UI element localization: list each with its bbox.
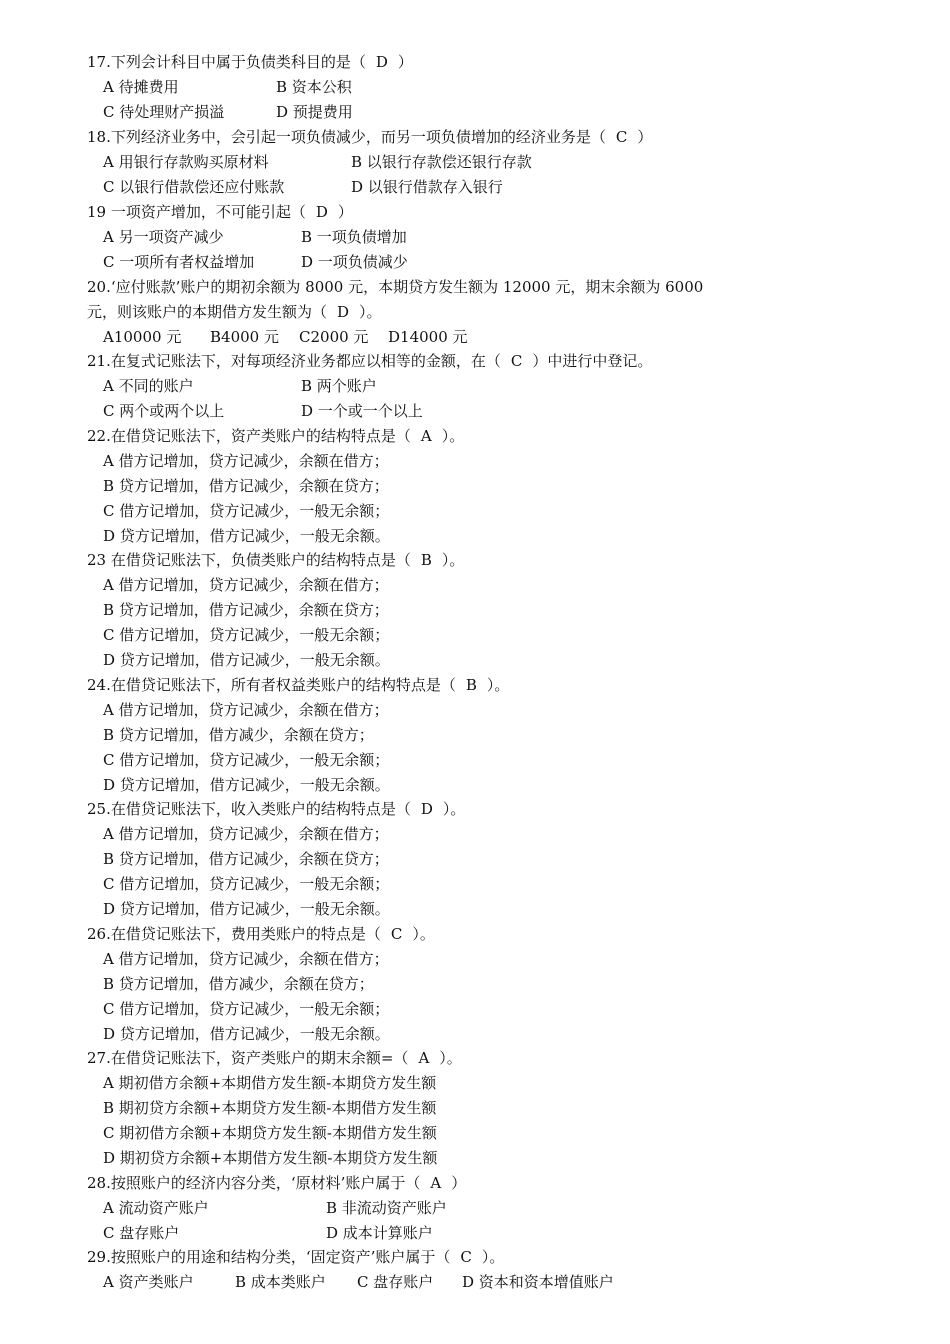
question-21 — [87, 349, 652, 374]
option-b: B 贷方记增加，借方记减少，余额在贷方； — [103, 850, 389, 868]
option-d: D 期初贷方余额+本期借方发生额-本期贷方发生额 — [103, 1149, 438, 1167]
question-text-end: ）。 — [359, 303, 382, 321]
question-number: 25. — [87, 800, 111, 818]
question-text: 在借贷记账法下，所有者权益类账户的结构特点是（ — [110, 676, 456, 694]
option-d: D 预提费用 — [276, 103, 353, 121]
option-b: B 资本公积 — [276, 78, 352, 96]
question-text: 按照账户的用途和结构分类，‘固定资产’账户属于（ — [110, 1248, 451, 1266]
question-text-end: ）。 — [486, 676, 510, 694]
answer: C — [460, 1248, 472, 1266]
option-d: D 贷方记增加，借方记减少，一般无余额。 — [103, 527, 390, 545]
question-text-end: ） — [397, 53, 413, 71]
question-text: 在借贷记账法下，资产类账户的期末余额=（ — [110, 1049, 409, 1067]
option-b: B 以银行存款偿还银行存款 — [351, 153, 532, 171]
option-d: D 一项负债减少 — [301, 253, 408, 271]
option-b: B 期初贷方余额+本期贷方发生额-本期借方发生额 — [103, 1099, 437, 1117]
option-b: B 成本类账户 — [235, 1273, 326, 1291]
question-20-continued — [87, 300, 382, 325]
option-a: A 期初借方余额+本期借方发生额-本期贷方发生额 — [103, 1074, 437, 1092]
answer: D — [337, 303, 350, 321]
option-b: B 一项负债增加 — [301, 228, 407, 246]
option-c: C 盘存账户 — [103, 1224, 180, 1242]
option-d: D 资本和资本增值账户 — [462, 1273, 614, 1291]
answer: D — [315, 203, 328, 221]
answer: B — [465, 676, 477, 694]
option-c: C 待处理财产损溢 — [103, 103, 225, 121]
question-text: 下列经济业务中，会引起一项负债减少，而另一项负债增加的经济业务是（ — [110, 128, 606, 146]
question-text: 按照账户的经济内容分类，‘原材料’账户属于（ — [110, 1174, 421, 1192]
option-a: A 借方记增加，贷方记减少，余额在借方； — [103, 825, 389, 843]
option-d: D14000 元 — [388, 328, 468, 346]
answer: C — [390, 925, 403, 943]
answer: C — [510, 352, 523, 370]
option-c: C 期初借方余额+本期贷方发生额-本期借方发生额 — [103, 1124, 437, 1142]
question-23 — [87, 548, 464, 573]
option-a: A 借方记增加，贷方记减少，余额在借方； — [103, 576, 389, 594]
question-number: 18. — [87, 128, 111, 146]
option-c: C 借方记增加，贷方记减少，一般无余额； — [103, 502, 390, 520]
option-b: B 贷方记增加，借方减少，余额在贷方； — [103, 726, 374, 744]
option-c: C 两个或两个以上 — [103, 402, 225, 420]
question-text-end: ）。 — [442, 800, 466, 818]
option-c: C 借方记增加，贷方记减少，一般无余额； — [103, 751, 390, 769]
option-b: B4000 元 — [210, 328, 279, 346]
question-text: 一项资产增加，不可能引起（ — [106, 203, 306, 221]
option-d: D 成本计算账户 — [326, 1224, 433, 1242]
option-a: A 待摊费用 — [103, 78, 179, 96]
question-number: 27. — [87, 1049, 111, 1067]
option-a: A 另一项资产减少 — [103, 228, 224, 246]
option-d: D 贷方记增加，借方记减少，一般无余额。 — [103, 776, 390, 794]
option-c: C 盘存账户 — [357, 1273, 434, 1291]
answer: C — [615, 128, 628, 146]
question-text: 下列会计科目中属于负债类科目的是（ — [110, 53, 366, 71]
question-text-end: ） — [451, 1174, 467, 1192]
answer: D — [375, 53, 388, 71]
question-number: 29. — [87, 1248, 111, 1266]
question-number: 23 — [87, 551, 107, 569]
question-text: 在借贷记账法下，收入类账户的结构特点是（ — [110, 800, 411, 818]
option-c: C 借方记增加，贷方记减少，一般无余额； — [103, 626, 390, 644]
question-text-end: ） — [337, 203, 353, 221]
option-d: D 贷方记增加，借方记减少，一般无余额。 — [103, 651, 390, 669]
option-d: D 以银行借款存入银行 — [351, 178, 503, 196]
answer: D — [420, 800, 433, 818]
question-27 — [87, 1046, 462, 1071]
option-c: C 一项所有者权益增加 — [103, 253, 255, 271]
question-number: 24. — [87, 676, 111, 694]
option-a: A10000 元 — [103, 328, 182, 346]
option-a: A 资产类账户 — [103, 1273, 194, 1291]
option-b: B 贷方记增加，借方减少，余额在贷方； — [103, 975, 374, 993]
question-text: 元，则该账户的本期借方发生额为（ — [87, 303, 328, 321]
option-a: A 用银行存款购买原材料 — [103, 153, 269, 171]
option-a: A 借方记增加，贷方记减少，余额在借方； — [103, 452, 389, 470]
question-text-end: ）。 — [439, 1049, 462, 1067]
option-c: C 以银行借款偿还应付账款 — [103, 178, 285, 196]
option-c: C 借方记增加，贷方记减少，一般无余额； — [103, 875, 390, 893]
option-a: A 不同的账户 — [103, 377, 194, 395]
question-text-end: ）。 — [441, 551, 465, 569]
question-text: 在借贷记账法下，负债类账户的结构特点是（ — [106, 551, 411, 569]
option-b: B 两个账户 — [301, 377, 377, 395]
question-number: 26. — [87, 925, 111, 943]
question-number: 22. — [87, 427, 111, 445]
option-a: A 借方记增加，贷方记减少，余额在借方； — [103, 701, 389, 719]
answer: A — [430, 1174, 442, 1192]
option-d: D 一个或一个以上 — [301, 402, 423, 420]
option-d: D 贷方记增加，借方记减少，一般无余额。 — [103, 900, 390, 918]
option-d: D 贷方记增加，借方记减少，一般无余额。 — [103, 1025, 390, 1043]
question-20 — [87, 275, 703, 300]
question-28 — [87, 1171, 466, 1196]
question-24 — [87, 673, 509, 698]
question-19 — [87, 200, 353, 225]
question-text: 在复式记账法下，对每项经济业务都应以相等的金额，在（ — [110, 352, 501, 370]
option-b: B 非流动资产账户 — [326, 1199, 447, 1217]
answer: B — [420, 551, 432, 569]
question-text-end: ） — [637, 128, 653, 146]
option-c: C2000 元 — [299, 328, 369, 346]
question-number: 20. — [87, 278, 111, 296]
question-number: 17. — [87, 53, 111, 71]
question-text-end: ）。 — [481, 1248, 505, 1266]
question-text-end: ）。 — [412, 925, 435, 943]
question-text: ‘应付账款’账户的期初余额为 8000 元，本期贷方发生额为 12000 元，期末余额为 6000 — [110, 278, 704, 296]
question-29 — [87, 1245, 504, 1270]
question-number: 21. — [87, 352, 111, 370]
option-b: B 贷方记增加，借方记减少，余额在贷方； — [103, 601, 389, 619]
question-number: 19 — [87, 203, 107, 221]
question-text: 在借贷记账法下，费用类账户的特点是（ — [110, 925, 381, 943]
option-c: C 借方记增加，贷方记减少，一般无余额； — [103, 1000, 390, 1018]
question-text: 在借贷记账法下，资产类账户的结构特点是（ — [110, 427, 411, 445]
question-text-end: ）。 — [441, 427, 465, 445]
question-26 — [87, 922, 435, 947]
option-a: A 流动资产账户 — [103, 1199, 209, 1217]
answer: A — [418, 1049, 430, 1067]
question-text-end: ）中进行中登记。 — [532, 352, 653, 370]
question-number: 28. — [87, 1174, 111, 1192]
question-25 — [87, 797, 465, 822]
option-a: A 借方记增加，贷方记减少，余额在借方； — [103, 950, 389, 968]
option-b: B 贷方记增加，借方记减少，余额在贷方； — [103, 477, 389, 495]
question-17 — [87, 50, 413, 75]
answer: A — [420, 427, 432, 445]
question-22 — [87, 424, 464, 449]
question-18 — [87, 125, 652, 150]
